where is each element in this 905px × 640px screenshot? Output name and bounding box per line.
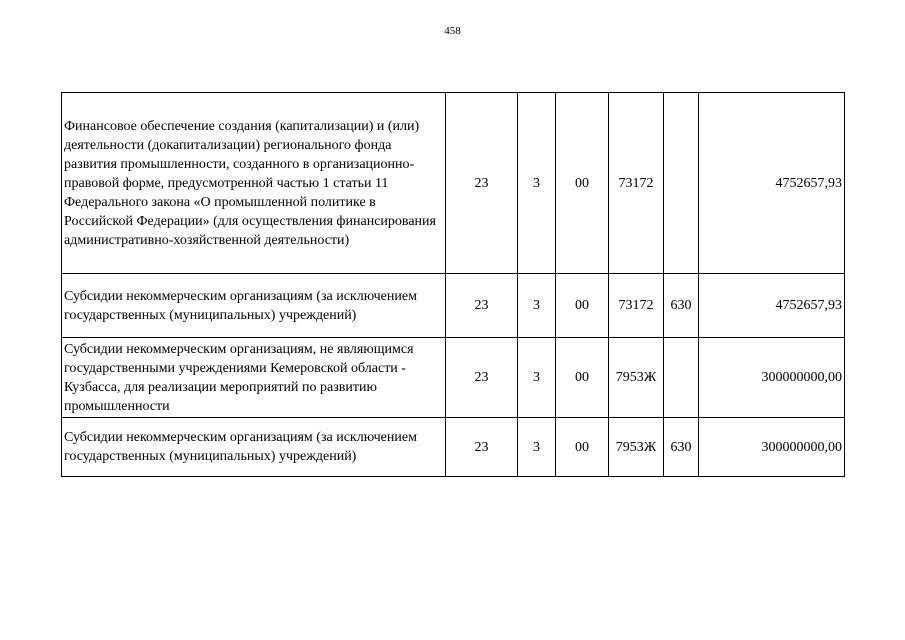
cell-section: 23 (446, 274, 518, 338)
page-number: 458 (444, 25, 461, 37)
cell-subsection: 3 (518, 274, 556, 338)
cell-section: 23 (446, 93, 518, 274)
row-description: Субсидии некоммерческим организациям (за исключением государственных (муниципальных) учреждений) (62, 418, 446, 477)
cell-subsection: 3 (518, 418, 556, 477)
cell-expense-type (664, 338, 699, 418)
cell-amount: 300000000,00 (699, 418, 845, 477)
cell-section: 23 (446, 418, 518, 477)
table-row (62, 418, 845, 477)
cell-amount: 300000000,00 (699, 338, 845, 418)
cell-program: 00 (556, 418, 609, 477)
cell-expense-type (664, 93, 699, 274)
cell-expense-type: 630 (664, 418, 699, 477)
cell-section: 23 (446, 338, 518, 418)
cell-program: 00 (556, 338, 609, 418)
cell-target-code: 7953Ж (609, 418, 664, 477)
cell-target-code: 73172 (609, 93, 664, 274)
table-row (62, 274, 845, 338)
budget-table (61, 92, 845, 477)
cell-subsection: 3 (518, 93, 556, 274)
cell-program: 00 (556, 274, 609, 338)
cell-expense-type: 630 (664, 274, 699, 338)
cell-subsection: 3 (518, 338, 556, 418)
cell-target-code: 7953Ж (609, 338, 664, 418)
table-row (62, 338, 845, 418)
cell-program: 00 (556, 93, 609, 274)
cell-target-code: 73172 (609, 274, 664, 338)
row-description: Субсидии некоммерческим организациям, не являющимся государственными учреждениями Кемеровской области - Кузбасса, для реализации мероприятий по развитию промышленности (62, 338, 446, 418)
cell-amount: 4752657,93 (699, 274, 845, 338)
table-row (62, 93, 845, 274)
row-description: Субсидии некоммерческим организациям (за исключением государственных (муниципальных) учреждений) (62, 274, 446, 338)
row-description: Финансовое обеспечение создания (капитализации) и (или) деятельности (докапитализации) регионального фонда развития промышленности, созданного в организационно-правовой форме, предусмотренной частью 1 статьи 11 Федерального закона «О промышленной политике в Российской Федерации» (для осуществления финансирования административно-хозяйственной деятельности) (62, 93, 446, 274)
cell-amount: 4752657,93 (699, 93, 845, 274)
